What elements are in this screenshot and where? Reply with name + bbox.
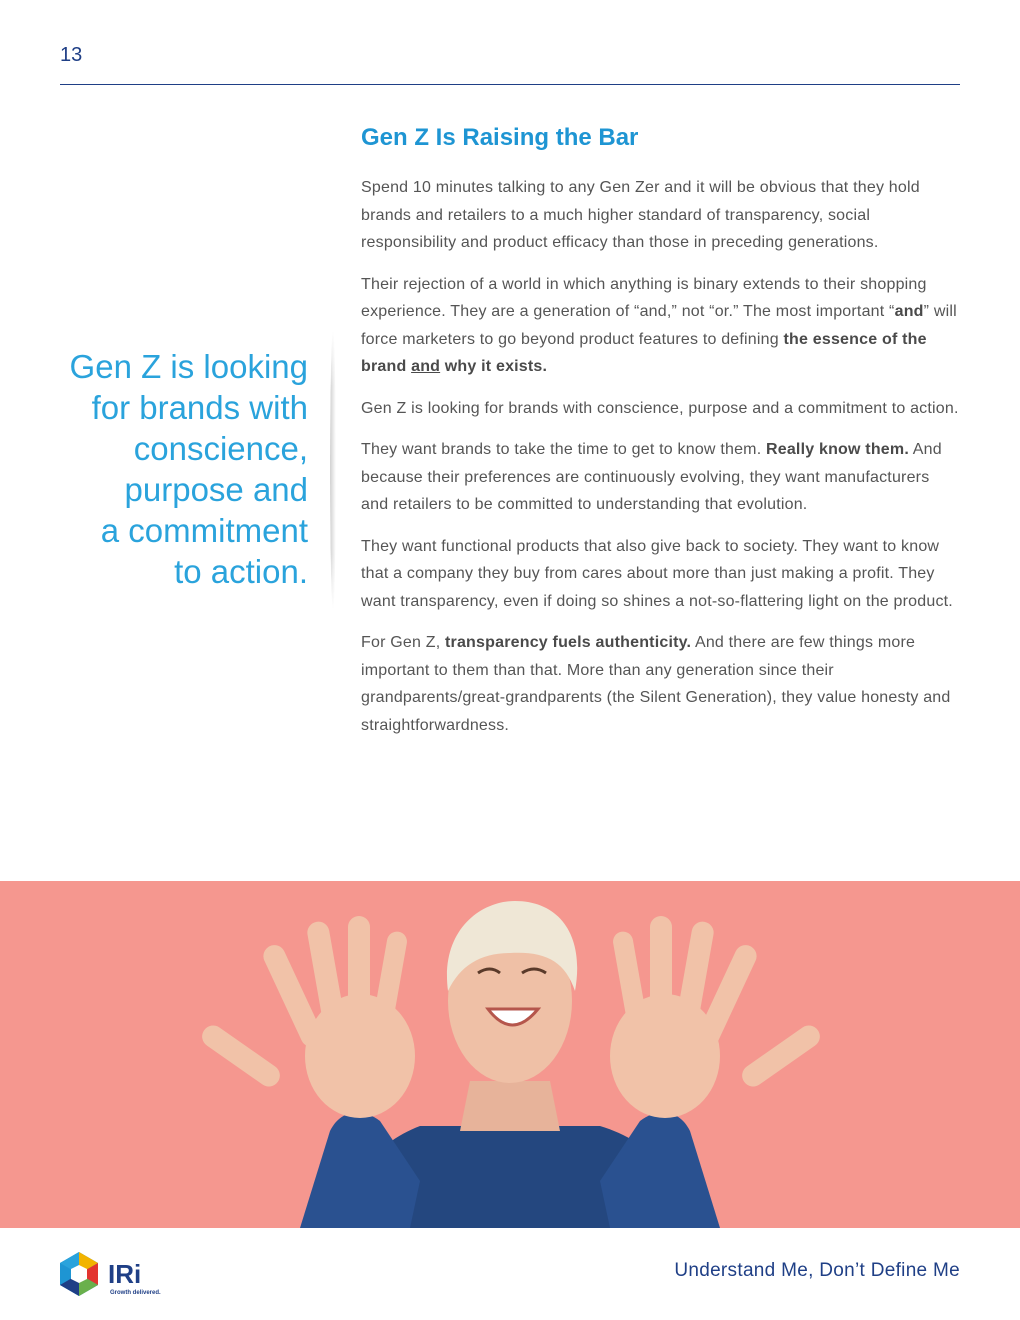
iri-logo bbox=[58, 1250, 168, 1298]
bold-text: the essence of the brand bbox=[361, 330, 927, 375]
bold-text: and bbox=[894, 303, 924, 320]
paragraph: Gen Z is looking for brands with conscience, purpose and a commitment to action. bbox=[361, 399, 959, 417]
bold-text: why it exists. bbox=[440, 358, 548, 375]
paragraph-text: Their rejection of a world in which anything is binary extends to their shopping experience. They are a generation of “and,” not “or.” The most important “ bbox=[361, 275, 927, 320]
bold-text: transparency fuels authenticity. bbox=[445, 634, 692, 651]
pull-quote-line: conscience, bbox=[133, 430, 308, 467]
pull-quote-line: for brands with bbox=[91, 389, 308, 426]
pull-quote-line: purpose and bbox=[124, 471, 308, 508]
pull-quote-line: Gen Z is looking bbox=[69, 348, 308, 385]
paragraph: Spend 10 minutes talking to any Gen Zer and it will be obvious that they hold brands and retailers to a much higher standard of transparency, social responsibility and product efficacy than those in preceding generations. bbox=[361, 179, 920, 251]
photo-smiling-person-raised-hands bbox=[0, 881, 1020, 1228]
pull-quote-line: to action. bbox=[174, 553, 308, 590]
article-title: Gen Z Is Raising the Bar bbox=[361, 124, 639, 151]
bold-text: Really know them. bbox=[765, 441, 909, 458]
pull-quote-line: a commitment bbox=[100, 512, 308, 549]
underlined-text: and bbox=[411, 358, 441, 375]
article bbox=[361, 122, 961, 753]
paragraph bbox=[361, 629, 961, 739]
paragraph-text: And because their preferences are continuously evolving, they want manufacturers and retailers to be committed to understanding that evolution. bbox=[361, 441, 942, 513]
iri-logo-icon bbox=[58, 1250, 168, 1298]
column-divider bbox=[330, 330, 336, 610]
photo-illustration bbox=[0, 881, 1020, 1228]
logo-wordmark: IRi bbox=[108, 1259, 142, 1289]
paragraph-text: They want brands to take the time to get to know them. bbox=[361, 441, 766, 458]
paragraph-text: And there are few things more important to them than that. More than any generation since their grandparents/great-grandparents (the Silent Generation), they value honesty and straightforwardness. bbox=[361, 634, 951, 734]
footer-tagline: Understand Me, Don’t Define Me bbox=[674, 1260, 960, 1281]
paragraph-text: ” will force marketers to go beyond product features to defining bbox=[361, 303, 957, 348]
header-rule bbox=[60, 84, 960, 85]
paragraph bbox=[361, 436, 961, 519]
pull-quote bbox=[40, 346, 308, 592]
paragraph-text: For Gen Z, bbox=[361, 634, 445, 651]
logo-tagline: Growth delivered. bbox=[110, 1290, 161, 1296]
page-number: 13 bbox=[60, 44, 83, 66]
paragraph bbox=[361, 271, 961, 381]
paragraph: They want functional products that also give back to society. They want to know that a company they buy from cares about more than just making a profit. They want transparency, even if doing so shines a not-so-flattering light on the product. bbox=[361, 537, 953, 610]
